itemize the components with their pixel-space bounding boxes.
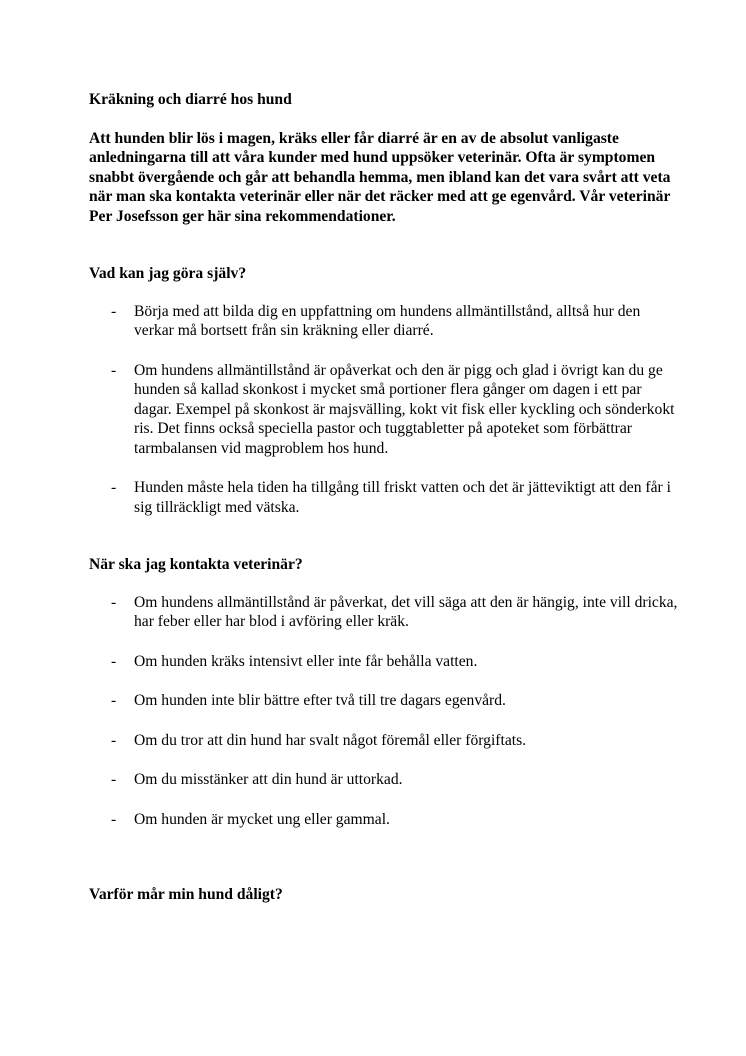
list-item — [89, 478, 679, 517]
list-item — [89, 810, 679, 830]
list-dash: - — [111, 692, 117, 709]
list-dash: - — [111, 593, 117, 611]
list-item — [89, 731, 679, 751]
list-item — [89, 652, 679, 672]
list-dash: - — [111, 479, 117, 496]
list-item-text: Om hunden kräks intensivt eller inte får behålla vatten. — [134, 652, 478, 670]
list-item-text: Hunden måste hela tiden ha tillgång till friskt vatten och det är jätteviktigt att den får i sig tillräckligt med vätska. — [134, 479, 671, 516]
list-item-text: Om du misstänker att din hund är uttorkad. — [134, 771, 403, 788]
list-dash: - — [111, 810, 117, 828]
list-item — [89, 770, 679, 790]
document-title: Kräkning och diarré hos hund — [89, 91, 292, 108]
list-item — [89, 593, 679, 632]
section-heading-self-care: Vad kan jag göra själv? — [89, 265, 247, 282]
list-dash: - — [111, 302, 117, 320]
list-item — [89, 691, 679, 711]
list-dash: - — [111, 361, 117, 379]
list-item — [89, 302, 679, 341]
list-item-text: Börja med att bilda dig en uppfattning om hundens allmäntillstånd, alltså hur den verkar må bortsett från sin kräkning eller diarré. — [134, 302, 641, 339]
intro-paragraph: Att hunden blir lös i magen, kräks eller får diarré är en av de absolut vanligaste anledningarna till att våra kunder med hund uppsöker veterinär. Ofta är symptomen snabbt övergående och går att behandla hemma, men ibland kan det vara svårt att veta när man ska kontakta veterinär eller när det räcker med att ge egenvård. Vår veterinär Per Josefsson ger här sina rekommendationer. — [89, 129, 671, 225]
section-heading-why-sick: Varför mår min hund dåligt? — [89, 886, 283, 903]
document-page — [89, 90, 679, 905]
list-item-text: Om hundens allmäntillstånd är opåverkat och den är pigg och glad i övrigt kan du ge hunden så kallad skonkost i mycket små portioner flera gånger om dagen i ett par dagar. Exempel på skonkost är majsvälling, kokt vit fisk eller kyckling och sönderkokt ris. Det finns också speciella pastor och tuggtabletter på apoteket som förbättrar tarmbalansen vid magproblem hos hund. — [134, 361, 675, 457]
list-item-text: Om hunden är mycket ung eller gammal. — [134, 810, 390, 828]
list-dash: - — [111, 731, 117, 749]
self-care-list — [89, 302, 679, 518]
list-item-text: Om hundens allmäntillstånd är påverkat, det vill säga att den är hängig, inte vill dricka, har feber eller har blod i avföring eller kräk. — [134, 593, 678, 630]
list-dash: - — [111, 771, 117, 788]
list-item-text: Om hunden inte blir bättre efter två till tre dagars egenvård. — [134, 692, 506, 709]
section-heading-contact-vet: När ska jag kontakta veterinär? — [89, 556, 303, 573]
list-item-text: Om du tror att din hund har svalt något föremål eller förgiftats. — [134, 731, 527, 749]
list-item — [89, 361, 679, 459]
list-dash: - — [111, 652, 117, 670]
contact-vet-list — [89, 593, 679, 830]
